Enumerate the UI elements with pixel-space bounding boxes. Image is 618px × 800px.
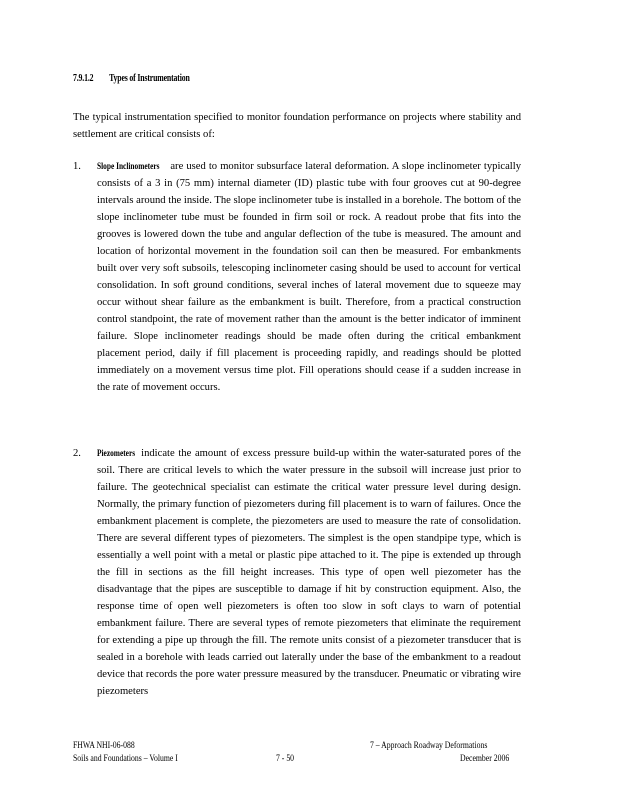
page-number: 7 - 50	[276, 753, 295, 763]
section-heading	[73, 73, 190, 84]
footer-left-line1: FHWA NHI-06-088	[73, 740, 135, 750]
list-item-text: are used to monitor subsurface lateral deformation. A slope inclinometer typically consists of a 3 in (75 mm) internal diameter (ID) plastic tube with four grooves cut at 90-degree intervals around the inside. The slope inclinometer tube is installed in a borehole. The bottom of the slope inclinometer tube must be founded in firm soil or rock. A readout probe that fits into the grooves is lowered down the tube and angular deflection of the tube is measured. The amount and location of horizontal movement in the foundation soil can then be measured. For embankments built over very soft subsoils, telescoping inclinometer casing should be used to account for vertical consolidation. In soft ground conditions, several inches of lateral movement due to squeeze may occur without shear failure as the embankment is built. Therefore, from a practical construction control standpoint, the rate of movement rather than the amount is the better indicator of imminent failure. Slope inclinometer readings should be made often during the critical embankment placement period, daily if fill placement is proceeding rapidly, and readings should be plotted immediately on a movement versus time plot. Fill operations should cease if a sudden increase in the rate of movement occurs.	[97, 161, 521, 393]
footer-right-line2: December 2006	[460, 753, 510, 763]
intro-paragraph: The typical instrumentation specified to monitor foundation performance on projects where stability and settlement are critical consists of:	[73, 112, 521, 140]
list-item	[73, 445, 521, 700]
section-title: Types of Instrumentation	[109, 73, 190, 84]
list-marker: 1.	[73, 161, 81, 172]
list-item-text: indicate the amount of excess pressure build-up within the water-saturated pores of the soil. There are critical levels to which the water pressure in the subsoil will increase just prior to failure. The geotechnical specialist can estimate the critical water pressure level during design. Normally, the primary function of piezometers during fill placement is to warn of failures. Once the embankment placement is complete, the piezometers are used to measure the rate of consolidation. There are several different types of piezometers. The simplest is the open standpipe type, which is essentially a well point with a metal or plastic pipe attached to it. The pipe is extended up through the fill in sections as the fill height increases. This type of open well piezometer has the disadvantage that the pipes are susceptible to damage if hit by construction equipment. Also, the response time of open well piezometers is often too slow in soft clays to warn of potential embankment failure. There are several types of remote piezometers that eliminate the requirement for extending a pipe up through the fill. The remote units consist of a piezometer transducer that is sealed in a borehole with leads carried out laterally under the base of the embankment to a readout device that records the pore water pressure measured by the transducer. Pneumatic or vibrating wire piezometers	[97, 448, 521, 697]
term-piezometers: Piezometers	[97, 448, 136, 458]
footer-right-line1: 7 – Approach Roadway Deformations	[370, 740, 488, 750]
list-item-body	[97, 158, 521, 396]
section-number: 7.9.1.2	[73, 73, 94, 84]
footer-left-line2: Soils and Foundations – Volume I	[73, 753, 178, 763]
list-item-body	[97, 445, 521, 700]
list-marker: 2.	[73, 448, 81, 459]
list-item	[73, 158, 521, 396]
term-slope-inclinometers: Slope Inclinometers	[97, 161, 160, 171]
